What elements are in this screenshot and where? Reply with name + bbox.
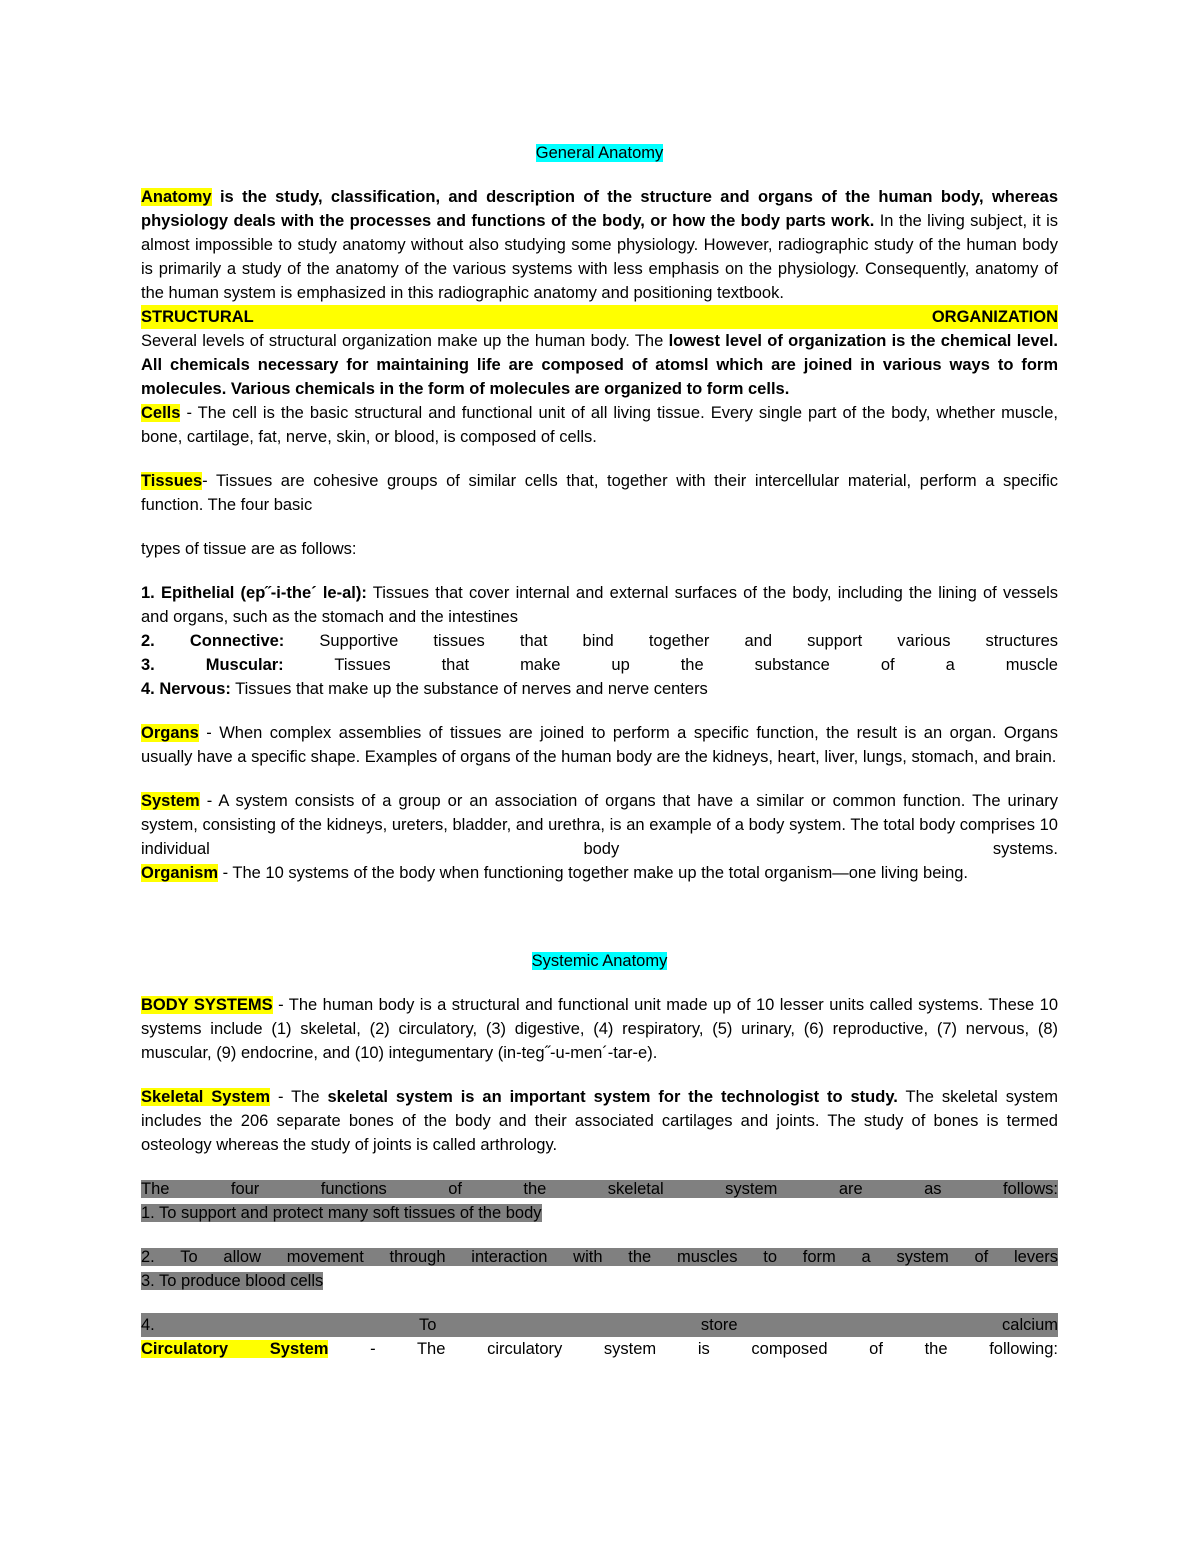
levels-bold-text: lowest level of organization is the chemical level. All chemicals necessary for maintaining life are composed of atomsl which are joined in various ways to form molecules. Various chemicals in the form of molecules are organized to form cells. xyxy=(141,332,1058,398)
title-general-anatomy: General Anatomy xyxy=(535,144,664,162)
term-circulatory-system: Circulatory System xyxy=(141,1340,329,1358)
section-title-systemic xyxy=(141,949,1058,973)
heading-structural-organization xyxy=(141,305,1058,329)
body-systems-text: - The human body is a structural and functional unit made up of 10 lesser units called systems. These 10 systems include (1) skeletal, (2) circulatory, (3) digestive, (4) respiratory, (5) urinary, (6) reproductive, (7) nervous, (8) muscular, (9) endocrine, and (10) integumentary (in-teg˝-u-men´-tar-e). xyxy=(141,996,1058,1062)
tissues-types-intro: types of tissue are as follows: xyxy=(141,540,357,558)
term-cells: Cells xyxy=(141,404,181,422)
tissue-type-muscular xyxy=(141,653,1058,677)
tissue-label: 2. Connective: xyxy=(141,632,285,650)
function-4-line xyxy=(141,1313,1058,1337)
term-system: System xyxy=(141,792,200,810)
paragraph-circulatory xyxy=(141,1337,1058,1361)
paragraph-organism xyxy=(141,861,1058,885)
term-anatomy: Anatomy xyxy=(141,188,212,206)
tissue-type-epithelial xyxy=(141,581,1058,629)
tissue-label: 4. Nervous: xyxy=(141,680,231,698)
skeletal-text: The skeletal system includes the 206 separate bones of the body and their associated cartilages and joints. The study of bones is termed osteology whereas the study of joints is called arthrology. xyxy=(141,1088,1058,1154)
tissue-label: 3. Muscular: xyxy=(141,656,284,674)
paragraph-skeletal xyxy=(141,1085,1058,1157)
tissue-text: Tissues that make up the substance of a muscle xyxy=(283,656,1058,674)
function-2-line xyxy=(141,1245,1058,1269)
paragraph-organs xyxy=(141,721,1058,769)
function-2: 2. To allow movement through interaction with the muscles to form a system of levers xyxy=(141,1248,1058,1266)
term-body-systems: BODY SYSTEMS xyxy=(141,996,273,1014)
functions-intro: The four functions of the skeletal system are as follows: xyxy=(141,1180,1058,1198)
function-3-line xyxy=(141,1269,1058,1293)
function-4: 4. To store calcium xyxy=(141,1316,1058,1334)
tissue-label: 1. Epithelial (ep˝-i-the´ le-al): xyxy=(141,584,367,602)
tissue-text: Tissues that cover internal and external surfaces of the body, including the lining of vessels and organs, such as the stomach and the intestines xyxy=(141,584,1058,626)
function-1: 1. To support and protect many soft tissues of the body xyxy=(141,1204,542,1222)
paragraph-system xyxy=(141,789,1058,861)
skeletal-bold-text: skeletal system is an important system for the technologist to study. xyxy=(327,1088,898,1106)
title-systemic-anatomy: Systemic Anatomy xyxy=(531,952,668,970)
function-3: 3. To produce blood cells xyxy=(141,1272,324,1290)
paragraph-body-systems xyxy=(141,993,1058,1065)
system-text: - A system consists of a group or an association of organs that have a similar or common function. The urinary system, consisting of the kidneys, ureters, bladder, and urethra, is an example of a body system. The total body comprises 10 individual body systems. xyxy=(141,792,1058,858)
anatomy-text: In the living subject, it is almost impossible to study anatomy without also studying some physiology. However, radiographic study of the human body is primarily a study of the anatomy of the various systems with less emphasis on the physiology. Consequently, anatomy of the human system is emphasized in this radiographic anatomy and positioning textbook. xyxy=(141,212,1058,302)
tissue-type-connective xyxy=(141,629,1058,653)
heading-structural: STRUCTURAL xyxy=(141,308,254,326)
heading-organization: ORGANIZATION xyxy=(931,308,1058,326)
paragraph-levels xyxy=(141,329,1058,401)
paragraph-anatomy xyxy=(141,185,1058,305)
levels-text: Several levels of structural organization make up the human body. The xyxy=(141,332,669,350)
tissue-text: Tissues that make up the substance of nerves and nerve centers xyxy=(230,680,708,698)
organs-text: - When complex assemblies of tissues are joined to perform a specific function, the result is an organ. Organs usually have a specific shape. Examples of organs of the human body are the kidneys, heart, liver, lungs, stomach, and brain. xyxy=(141,724,1058,766)
skeletal-pre: - The xyxy=(270,1088,328,1106)
document-body xyxy=(141,141,1058,1361)
term-organs: Organs xyxy=(141,724,199,742)
paragraph-cells xyxy=(141,401,1058,449)
term-skeletal-system: Skeletal System xyxy=(141,1088,271,1106)
circulatory-text: - The circulatory system is composed of the following: xyxy=(328,1340,1058,1358)
tissue-text: Supportive tissues that bind together and support various structures xyxy=(284,632,1058,650)
tissue-type-nervous xyxy=(141,677,1058,701)
function-1-line xyxy=(141,1201,1058,1225)
organism-text: - The 10 systems of the body when functioning together make up the total organism—one living being. xyxy=(218,864,968,882)
term-tissues: Tissues xyxy=(141,472,203,490)
anatomy-definition: is the study, classification, and description of the structure and organs of the human body, whereas physiology deals with the processes and functions of the body, or how the body parts work. xyxy=(141,188,1058,230)
tissues-text: - Tissues are cohesive groups of similar cells that, together with their intercellular material, perform a specific function. The four basic xyxy=(141,472,1058,514)
paragraph-tissues xyxy=(141,469,1058,517)
section-title-general xyxy=(141,141,1058,165)
cells-text: - The cell is the basic structural and functional unit of all living tissue. Every single part of the body, whether muscle, bone, cartilage, fat, nerve, skin, or blood, is composed of cells. xyxy=(141,404,1058,446)
term-organism: Organism xyxy=(141,864,219,882)
functions-intro-line xyxy=(141,1177,1058,1201)
